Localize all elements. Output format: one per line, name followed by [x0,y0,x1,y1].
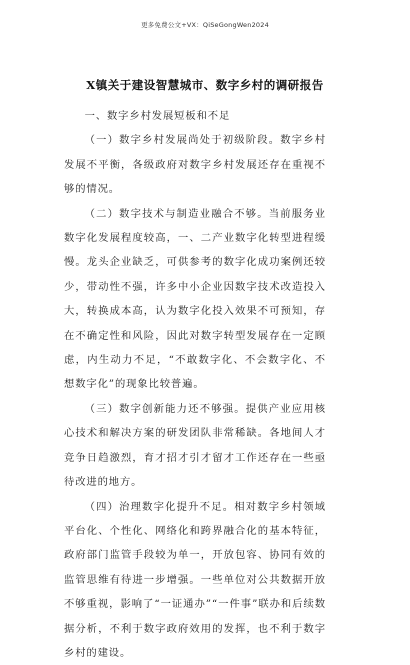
document-title: X镇关于建设智慧城市、数字乡村的调研报告 [0,77,410,93]
section-heading: 一、数字乡村发展短板和不足 [64,104,326,128]
paragraph-3: （三）数字创新能力还不够强。提供产业应用核心技术和解决方案的研发团队非常稀缺。各地间人才竞争日趋激烈，育才招才引才留才工作还存在一些亟待改进的地方。 [64,397,326,495]
header-note: 更多免费公文+VX：QiSeGongWen2024 [0,20,410,29]
document-body [64,104,326,665]
paragraph-1: （一）数字乡村发展尚处于初级阶段。数字乡村发展不平衡，各级政府对数字乡村发展还存在重视不够的情况。 [64,128,326,201]
paragraph-2: （二）数字技术与制造业融合不够。当前服务业数字化发展程度较高，一、二产业数字化转型进程缓慢。龙头企业缺乏，可供参考的数字化成功案例还较少，带动性不强，许多中小企业因数字技术改造投入大，转换成本高，认为数字化投入效果不可预知，存在不确定性和风险，因此对数字转型发展存在一定顾虑，内生动力不足，“不敢数字化、不会数字化、不想数字化”的现象比较普遍。 [64,202,326,397]
paragraph-4: （四）治理数字化提升不足。相对数字乡村领域平台化、个性化、网络化和跨界融合化的基本特征，政府部门监管手段较为单一，开放包容、协同有效的监管思维有待进一步增强。一些单位对公共数据开放不够重视，影响了“一证通办”“一件事”联办和后续数据分析，不利于数字政府效用的发挥，也不利于数字乡村的建设。 [64,495,326,665]
